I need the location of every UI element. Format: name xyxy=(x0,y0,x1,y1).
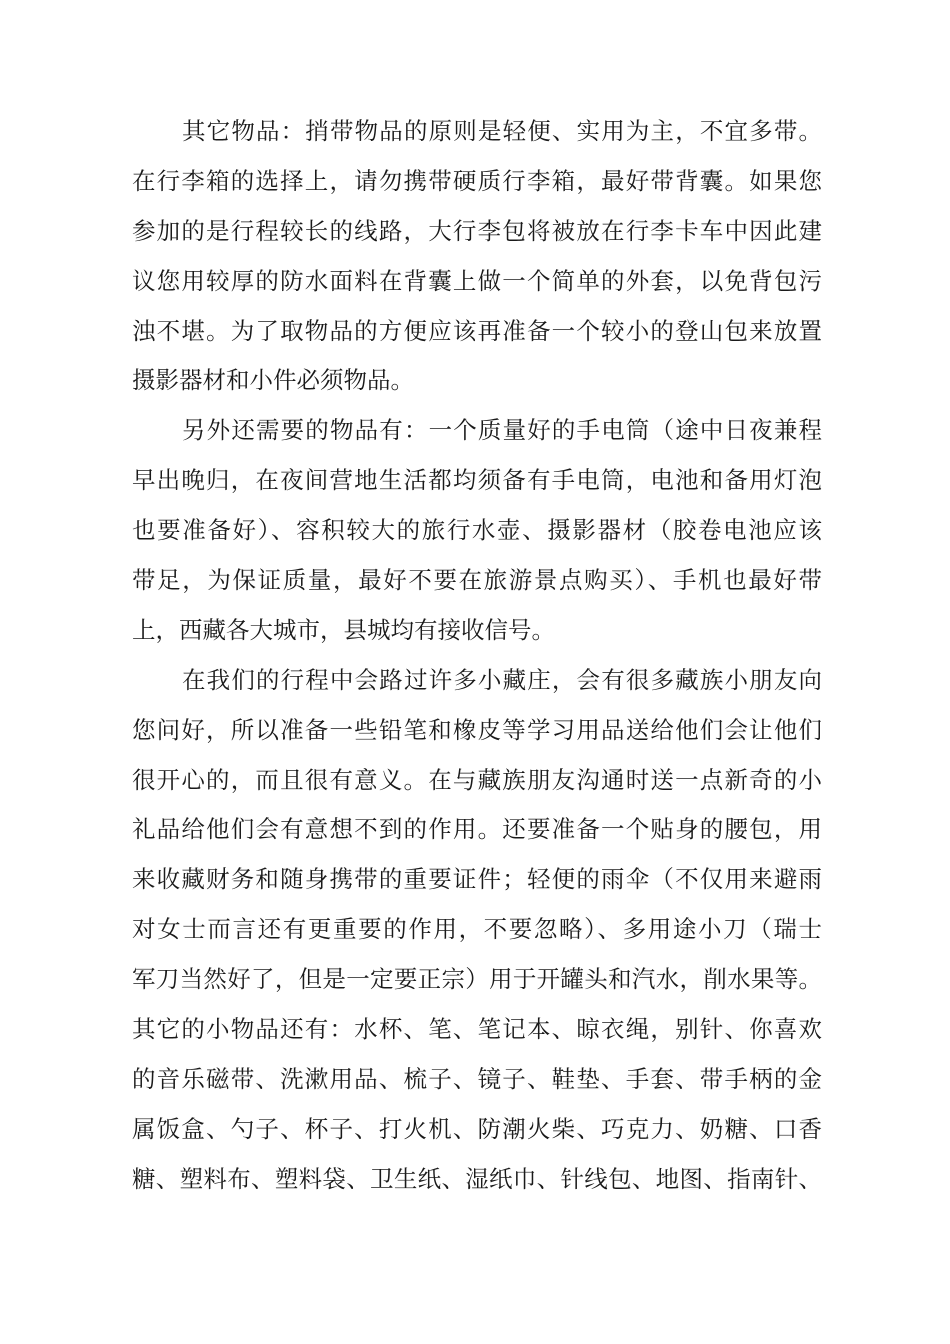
text-line: 另外还需要的物品有：一个质量好的手电筒（途中日夜兼程 xyxy=(182,416,822,445)
text-line: 上，西藏各大城市，县城均有接收信号。 xyxy=(132,615,555,644)
text-line: 对女士而言还有更重要的作用，不要忽略）、多用途小刀（瑞士 xyxy=(132,915,822,944)
text-line: 其它的小物品还有：水杯、笔、笔记本、晾衣绳，别针、你喜欢 xyxy=(132,1015,822,1044)
paragraph-gifts-and-small-items xyxy=(132,656,822,1205)
text-line: 您问好，所以准备一些铅笔和橡皮等学习用品送给他们会让他们 xyxy=(132,715,822,744)
text-line: 在我们的行程中会路过许多小藏庄，会有很多藏族小朋友向 xyxy=(182,665,822,694)
text-line: 礼品给他们会有意想不到的作用。还要准备一个贴身的腰包，用 xyxy=(132,815,822,844)
text-line: 糖、塑料布、塑料袋、卫生纸、湿纸巾、针线包、地图、指南针、 xyxy=(132,1164,822,1193)
text-line: 议您用较厚的防水面料在背囊上做一个简单的外套，以免背包污 xyxy=(132,266,822,295)
text-line: 带足，为保证质量，最好不要在旅游景点购买）、手机也最好带 xyxy=(132,566,822,595)
text-line: 属饭盒、勺子、杯子、打火机、防潮火柴、巧克力、奶糖、口香 xyxy=(132,1114,822,1143)
text-line: 的音乐磁带、洗漱用品、梳子、镜子、鞋垫、手套、带手柄的金 xyxy=(132,1064,822,1093)
text-line: 军刀当然好了，但是一定要正宗）用于开罐头和汽水，削水果等。 xyxy=(132,965,822,994)
text-line: 在行李箱的选择上，请勿携带硬质行李箱，最好带背囊。如果您 xyxy=(132,166,822,195)
text-line: 参加的是行程较长的线路，大行李包将被放在行李卡车中因此建 xyxy=(132,216,822,245)
text-line: 浊不堪。为了取物品的方便应该再准备一个较小的登山包来放置 xyxy=(132,316,822,345)
text-line: 来收藏财务和随身携带的重要证件；轻便的雨伞（不仅用来避雨 xyxy=(132,865,822,894)
text-line: 摄影器材和小件必须物品。 xyxy=(132,366,414,395)
paragraph-additional-items xyxy=(132,406,822,655)
document-page xyxy=(132,107,822,1205)
text-line: 其它物品：捎带物品的原则是轻便、实用为主，不宜多带。 xyxy=(182,117,822,145)
text-line: 也要准备好）、容积较大的旅行水壶、摄影器材（胶卷电池应该 xyxy=(132,516,822,545)
text-line: 很开心的，而且很有意义。在与藏族朋友沟通时送一点新奇的小 xyxy=(132,765,822,794)
text-line: 早出晚归，在夜间营地生活都均须备有手电筒，电池和备用灯泡 xyxy=(132,466,822,495)
paragraph-other-items xyxy=(132,107,822,406)
